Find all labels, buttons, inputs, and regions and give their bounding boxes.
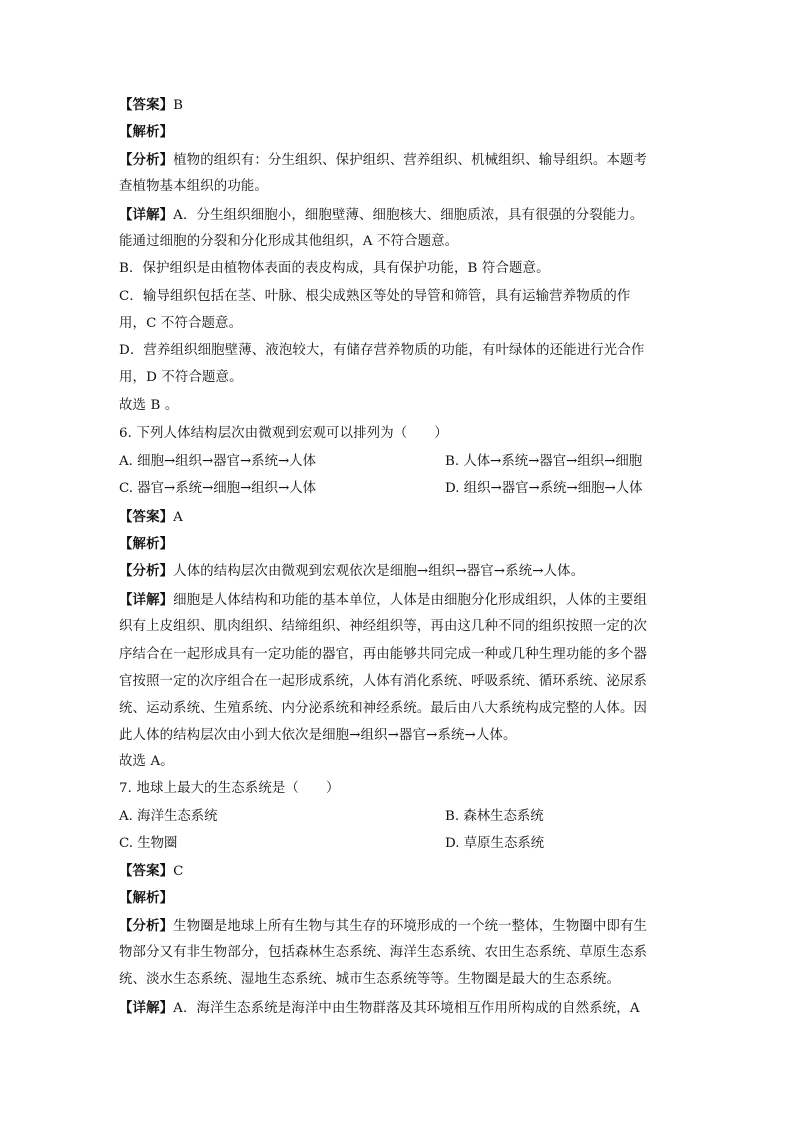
text-line: 用，D 不符合题意。 [119, 370, 243, 385]
answer-line: 【答案】B [119, 97, 184, 113]
analysis-heading: 【解析】 [119, 890, 174, 906]
q6-option-b: B. 人体→系统→器官→组织→细胞 [445, 454, 643, 469]
text-line: D．营养组织细胞壁薄、液泡较大，有储存营养物质的功能，有叶绿体的还能进行光合作 [119, 343, 645, 358]
analysis-line: 【分析】植物的组织有：分生组织、保护组织、营养组织、机械组织、输导组织。本题考 [119, 152, 648, 168]
text-line: 统、淡水生态系统、湿地生态系统、城市生态系统等等。生物圈是最大的生态系统。 [119, 972, 621, 987]
conclusion-line: 故选 B 。 [119, 398, 179, 413]
text-line: B．保护组织是由植物体表面的表皮构成，具有保护功能，B 符合题意。 [119, 261, 550, 276]
q6-option-c: C. 器官→系统→细胞→组织→人体 [119, 481, 317, 496]
text-line: 织有上皮组织、肌肉组织、结缔组织、神经组织等，再由这几种不同的组织按照一定的次 [119, 619, 648, 634]
q6-option-a: A. 细胞→组织→器官→系统→人体 [119, 454, 316, 469]
text-line: C．输导组织包括在茎、叶脉、根尖成熟区等处的导管和筛管，具有运输营养物质的作 [119, 289, 631, 304]
text-line: 此人体的结构层次由小到大依次是细胞→组织→器官→系统→人体。 [119, 728, 517, 743]
q7-option-c: C. 生物圈 [119, 836, 178, 851]
detail-line: 【详解】A．分生组织细胞小，细胞壁薄、细胞核大、细胞质浓，具有很强的分裂能力。 [119, 207, 644, 223]
question-7: 7. 地球上最大的生态系统是（ ） [119, 781, 340, 796]
q7-option-d: D. 草原生态系统 [445, 836, 545, 851]
text-line: 查植物基本组织的功能。 [119, 179, 268, 194]
conclusion-line: 故选 A。 [119, 754, 174, 769]
q7-option-b: B. 森林生态系统 [445, 809, 544, 824]
question-6: 6. 下列人体结构层次由微观到宏观可以排列为（ ） [119, 426, 448, 441]
detail-line: 【详解】细胞是人体结构和功能的基本单位，人体是由细胞分化形成组织，人体的主要组 [119, 592, 648, 608]
answer-line: 【答案】A [119, 509, 183, 525]
text-line: 官按照一定的次序组合在一起形成系统，人体有消化系统、呼吸系统、循环系统、泌尿系 [119, 674, 648, 689]
text-line: 物部分又有非生物部分，包括森林生态系统、海洋生态系统、农田生态系统、草原生态系 [119, 945, 648, 960]
analysis-line: 【分析】生物圈是地球上所有生物与其生存的环境形成的一个统一整体，生物圈中即有生 [119, 918, 648, 934]
answer-line: 【答案】C [119, 863, 184, 879]
q6-option-d: D. 组织→器官→系统→细胞→人体 [445, 481, 643, 496]
detail-line: 【详解】A．海洋生态系统是海洋中由生物群落及其环境相互作用所构成的自然系统，A [119, 1000, 640, 1016]
answer-tag: 【答案】 [119, 97, 174, 113]
analysis-heading: 【解析】 [119, 536, 174, 552]
text-line: 用，C 不符合题意。 [119, 316, 243, 331]
analysis-line: 【分析】人体的结构层次由微观到宏观依次是细胞→组织→器官→系统→人体。 [119, 563, 585, 579]
text-line: 统、运动系统、生殖系统、内分泌系统和神经系统。最后由八大系统构成完整的人体。因 [119, 701, 648, 716]
q7-option-a: A. 海洋生态系统 [119, 809, 218, 824]
text-line: 能通过细胞的分裂和分化形成其他组织，A 不符合题意。 [119, 234, 459, 249]
text-line: 序结合在一起形成具有一定功能的器官，再由能够共同完成一种或几种生理功能的多个器 [119, 647, 648, 662]
analysis-heading: 【解析】 [119, 124, 174, 140]
